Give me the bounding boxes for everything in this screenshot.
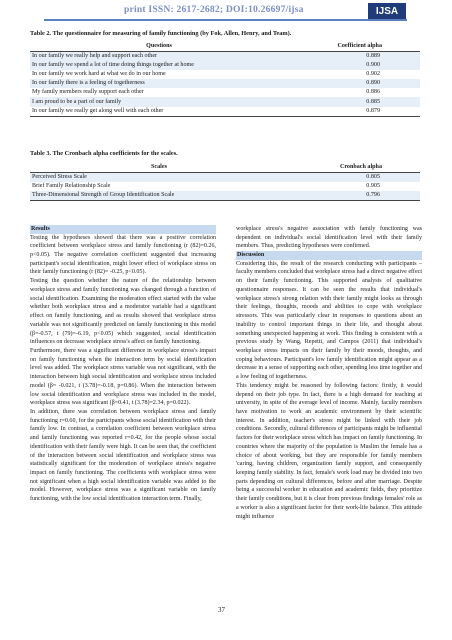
results-paragraph: Testing the question whether the nature of the relationship between workplace stress and family functioning was changed through a function of social identification. Examining the moderation effect started with the value whether both workplace stress and a moderator variable had a significant effect on family functioning, and as results showed that workplace stress variable was not significantly predicted on family functioning in this model (β=-0.57, t (79)=-6.19, p<0.05) which suggested, social identification influences on decrease workplace stress's affect on family functioning.: [30, 278, 216, 346]
table-cell: In our family there is a feeling of togetherness: [30, 79, 288, 88]
table-cell: In our family we work hard at what we do in our home: [32, 71, 166, 78]
discussion-heading: Discussion: [236, 251, 422, 260]
table3-header-alpha: Cronbach alpha: [339, 164, 382, 170]
table-row: [30, 107, 420, 117]
table-row: [30, 61, 420, 70]
table-cell: My family members really support each other: [32, 89, 144, 96]
table-cell: 0.889: [288, 52, 420, 62]
results-paragraph: Furthermore, there was a significant difference in workplace stress's impact on family functioning when the interaction term by social identification level was added. The workplace stress variable was not significant, with the interaction between high social identification and workplace stress included model (β= -0.021, t (3.78)=-0.18, p=0.86). When the interaction between low social identification and workplace stress was included in the model, workplace stress was significant (β=0.41, t (3.78)=2.34, p=0.022).: [30, 347, 216, 407]
left-column: [30, 225, 216, 504]
table-row: [30, 88, 420, 97]
table-row: [30, 182, 420, 191]
table-row: [30, 173, 420, 183]
journal-logo: IJSA: [368, 3, 406, 20]
table2: [30, 42, 420, 117]
table-cell: 0.905: [366, 183, 380, 190]
results-heading: Results: [30, 225, 216, 234]
table-cell: 0.890: [288, 79, 420, 88]
discussion-paragraph: Considering this, the result of the research conducting with participants – faculty members concluded that workplace stress had a direct negative effect on their family functioning. This supported analysis of qualitative questionnaire responses. It can be seen the results that individual's workplace stress's strong relation with their family might looks as through their feelings, thoughts, moods and abilities to cope with workplace stressors. This was particularly clear in responses to questions about an inability to control important things in their life, and thought about something unexpected happening at work. This finding is consistent with a previous study by Wang, Repetti, and Campos (2011) that individual's workplace stress impacts on their family by their moods, thoughts, and coping behaviours. Participant's low family identification might appear as a decrease in a sense of supporting each other, spending less time together and a low feeling of togetherness.: [236, 260, 422, 381]
table-cell: 0.902: [366, 71, 380, 78]
results-paragraph: In addition, there was correlation between workplace stress and family functioning r=0.60, for the participants whose social identification with their family low. In contrast, a correlation coefficient between workplace stress and family functioning was reported r=0.42, for the people whose social identification with their family were high. It can be seen that, the coefficient of the interaction between social identification and workplace stress was statistically significant for the moderation of workplace stress's negative impact on family functioning. The coefficients with workplace stress were not significant when a high social identification variable was added to the model. However, workplace stress was a significant variable on family functioning, with the low social identification interaction term. Finally,: [30, 408, 216, 503]
table-cell: 0.805: [288, 173, 420, 183]
table-cell: I am proud to be a part of our family: [30, 97, 288, 106]
right-column: [236, 225, 422, 521]
table-cell: 0.796: [288, 191, 420, 201]
table3-header-scales: Scales: [151, 164, 167, 170]
table-cell: Three-Dimensional Strength of Group Identification Scale: [30, 191, 288, 201]
table-cell: In our family we spend a lot of time doing things together at home: [30, 61, 288, 70]
table2-caption: Table 2. The questionnaire for measuring of family functioning (by Fok, Allen, Henry, and Team).: [30, 30, 292, 37]
page-header: [0, 0, 452, 22]
table2-header-alpha: Coefficient alpha: [337, 43, 382, 49]
table-cell: 0.886: [366, 89, 380, 96]
journal-issn-doi: print ISSN: 2617-2682; DOI:10.26697/ijsa: [124, 4, 304, 15]
header-rule: [44, 19, 407, 21]
table2-header-questions: Questions: [146, 43, 172, 49]
table-cell: Perceived Stress Scale: [30, 173, 288, 183]
table-row: [30, 70, 420, 79]
table-cell: In our family we really help and support each other: [30, 52, 288, 62]
table-row: [30, 79, 420, 88]
table3: [30, 163, 420, 201]
table-row: [30, 191, 420, 201]
table-cell: 0.900: [288, 61, 420, 70]
table-cell: 0.879: [366, 107, 380, 114]
discussion-paragraph: This tendency might be reasoned by following factors: firstly, it would depend on their job type. In fact, there is a high demand for teaching at university, in spite of the average level of income. Mainly, faculty members have motivation to work an academic environment by their scientific interest. In addition, teacher's stress might be linked with their job conditions. Secondly, cultural differences of participants might be influential factors for their workplace stress which has impact on family functioning. In countries where the majority of the population is Muslim the female has a choice of about working, but they are responsible for family members 'caring, having children, organization family support, and consequently keeping family stability. In fact, female's work load may be divided into two parts depending on cultural differences, before and after marriage. Despite being a successful worker in education and academic fields, they prioritize their family conditions, but it is clear from previous findings females' role as a worker is also a significant factor for their work-life balance. This attitude might influence: [236, 382, 422, 520]
page-number: 37: [218, 606, 225, 614]
table-row: [30, 97, 420, 106]
continued-paragraph: workplace stress's negative association with family functioning was dependent on individual's social identification level with their family members. Thus, predicting hypotheses were confirmed.: [236, 226, 422, 250]
table-cell: In our family we really get along well with each other: [32, 107, 164, 114]
table3-caption: Table 3. The Cronbach alpha coefficients for the scales.: [30, 150, 178, 157]
table-cell: Brief Family Relationship Scale: [32, 183, 111, 190]
table-cell: 0.885: [288, 97, 420, 106]
table-row: [30, 52, 420, 62]
results-paragraph: Testing the hypotheses showed that there was a positive correlation coefficient between workplace stress and family functioning (r (82)=0.26, p<0.05). The negative correlation coefficient suggested that increasing participant's social identification, might lower effect of workplace stress on their family functioning (r (82)= -0.25, p<0.05).: [30, 234, 216, 276]
